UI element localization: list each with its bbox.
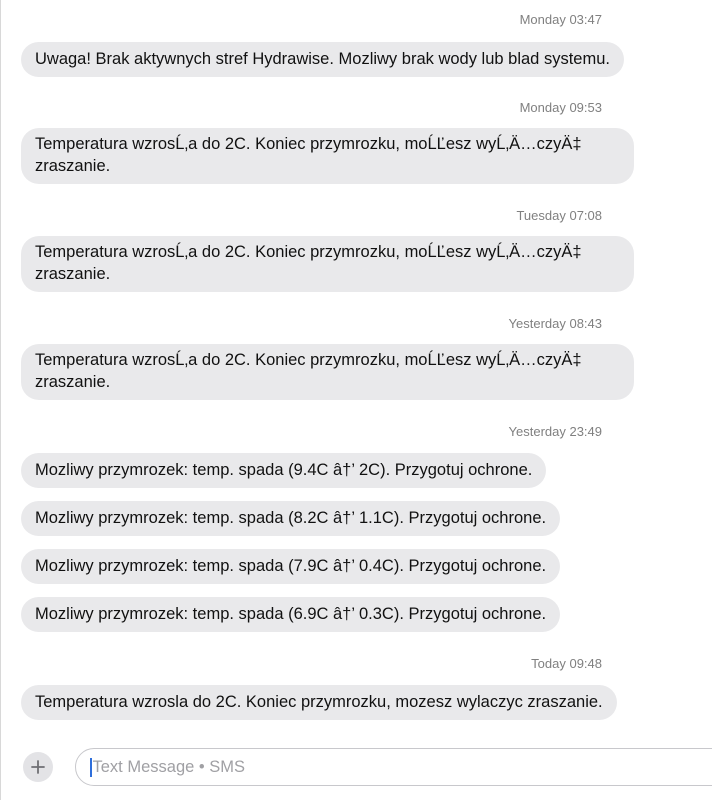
timestamp: Yesterday 23:49 [508, 424, 602, 439]
timestamp: Monday 03:47 [519, 12, 602, 27]
message-bubble[interactable]: Temperatura wzrosĹ‚a do 2C. Koniec przymrozku, moĹĽesz wyĹ‚Ä…czyÄ‡ zraszanie. [21, 236, 634, 292]
message-bubble[interactable]: Temperatura wzrosĹ‚a do 2C. Koniec przymrozku, moĹĽesz wyĹ‚Ä…czyÄ‡ zraszanie. [21, 344, 634, 400]
timestamp: Tuesday 07:08 [516, 208, 602, 223]
plus-icon [31, 760, 45, 774]
message-bubble[interactable]: Temperatura wzrosla do 2C. Koniec przymrozku, mozesz wylaczyc zraszanie. [21, 685, 617, 720]
message-bubble[interactable]: Temperatura wzrosĹ‚a do 2C. Koniec przymrozku, moĹĽesz wyĹ‚Ä…czyÄ‡ zraszanie. [21, 128, 634, 184]
message-composer [1, 738, 712, 800]
timestamp: Monday 09:53 [519, 100, 602, 115]
message-bubble[interactable]: Mozliwy przymrozek: temp. spada (6.9C â†’ 0.3C). Przygotuj ochrone. [21, 597, 560, 632]
message-input-box[interactable] [75, 748, 712, 786]
timestamp: Today 09:48 [531, 656, 602, 671]
message-input[interactable] [93, 758, 712, 777]
message-transcript[interactable] [1, 0, 712, 738]
message-bubble[interactable]: Mozliwy przymrozek: temp. spada (7.9C â†’ 0.4C). Przygotuj ochrone. [21, 549, 560, 584]
message-bubble[interactable]: Mozliwy przymrozek: temp. spada (8.2C â†’ 1.1C). Przygotuj ochrone. [21, 501, 560, 536]
add-attachment-button[interactable] [23, 752, 53, 782]
message-bubble[interactable]: Uwaga! Brak aktywnych stref Hydrawise. Mozliwy brak wody lub blad systemu. [21, 42, 624, 77]
message-bubble[interactable]: Mozliwy przymrozek: temp. spada (9.4C â†’ 2C). Przygotuj ochrone. [21, 453, 546, 488]
text-caret [90, 758, 92, 777]
timestamp: Yesterday 08:43 [508, 316, 602, 331]
